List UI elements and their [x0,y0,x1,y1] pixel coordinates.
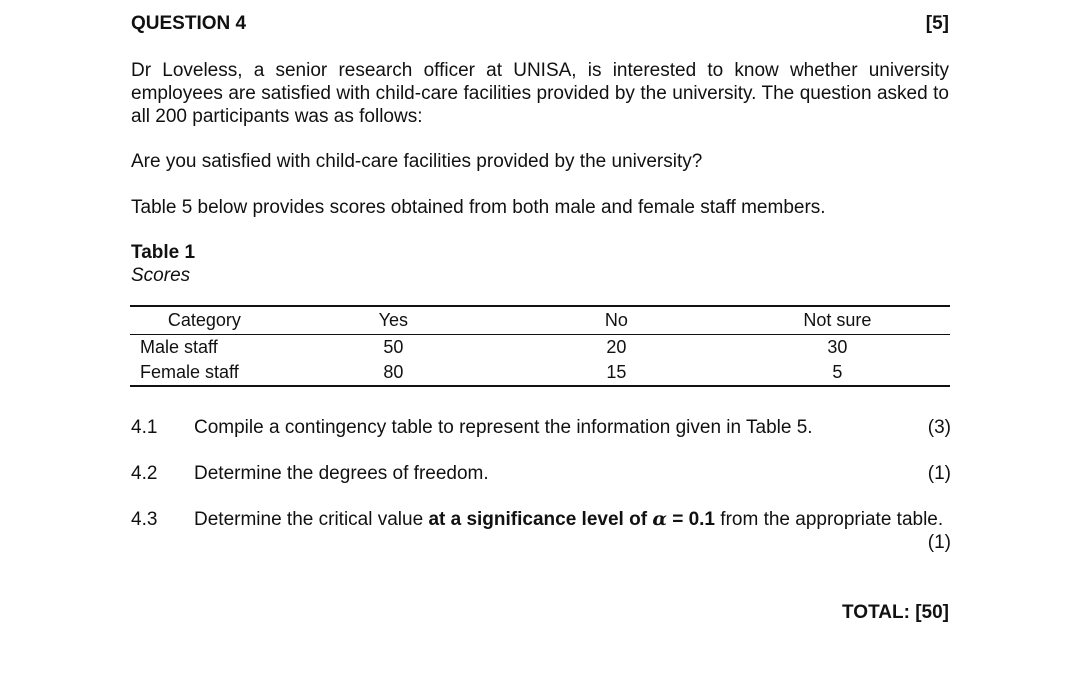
sub-question-number: 4.1 [131,417,158,438]
sub-question-text: Compile a contingency table to represent the information given in Table 5. [194,417,813,438]
question-header [131,13,949,35]
cell-yes: 80 [279,359,508,386]
table-subtitle: Scores [131,265,191,286]
intro-paragraph: Dr Loveless, a senior research officer at UNISA, is interested to know whether university employees are satisfied with child-care facilities provided by the university. The question asked to all 200 participants was as follows: [131,60,949,127]
table-title: Table 1 [131,242,196,263]
sub-question-text [194,508,951,531]
table-reference-paragraph: Table 5 below provides scores obtained from both male and female staff members. [131,197,826,218]
text-plain: Determine the critical value [194,509,429,530]
cell-yes: 50 [383,336,404,357]
table-row [130,359,950,386]
sub-question-marks: (1) [927,463,951,484]
row-category: Female staff [130,359,279,386]
sub-question-number: 4.3 [131,509,158,530]
scores-table [130,305,950,387]
text-plain-after: from the appropriate table. [715,509,944,530]
sub-question-marks: (1) [927,532,951,553]
alpha-symbol: α [652,508,667,530]
survey-question: Are you satisfied with child-care facilities provided by the university? [131,151,703,172]
row-category: Male staff [140,336,218,357]
question-label: QUESTION 4 [131,13,247,34]
sub-question-number: 4.2 [131,463,158,484]
total-marks: TOTAL: [50] [842,602,949,623]
text-bold-value: = 0.1 [666,509,716,530]
cell-no: 20 [606,336,627,357]
table-header-row [130,306,950,335]
cell-not-sure: 30 [827,336,848,357]
header-yes: Yes [279,306,508,335]
sub-question-text: Determine the degrees of freedom. [194,463,489,484]
header-not-sure: Not sure [725,306,950,335]
cell-no: 15 [508,359,725,386]
header-no: No [508,306,725,335]
table-row [130,335,950,360]
text-bold: at a significance level of [428,509,653,530]
cell-not-sure: 5 [725,359,950,386]
question-marks: [5] [925,13,949,34]
sub-question-marks: (3) [927,417,951,438]
header-category: Category [130,306,279,335]
